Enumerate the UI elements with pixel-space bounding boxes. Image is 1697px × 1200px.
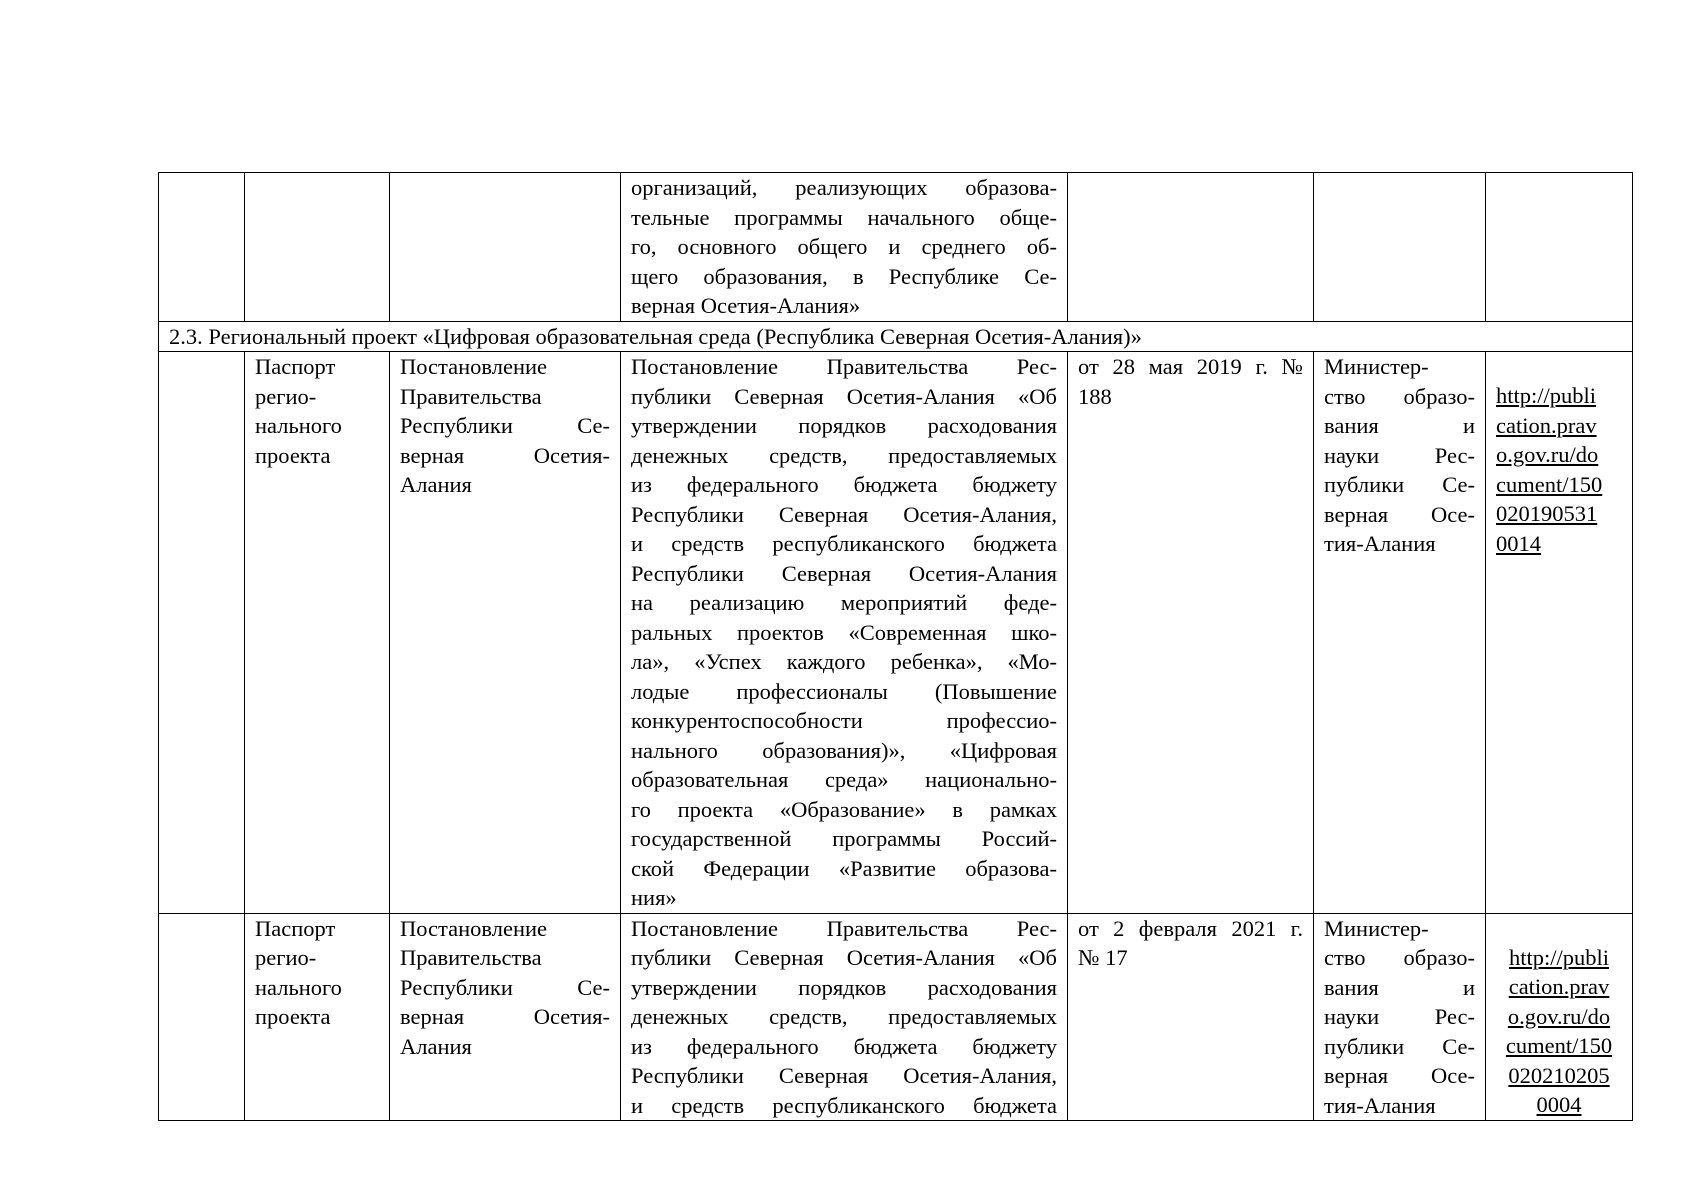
- cell-ministry: [1314, 913, 1486, 1121]
- doc-type-line: Паспорт: [255, 354, 336, 379]
- document-link[interactable]: 020210205: [1508, 1062, 1610, 1088]
- ministry-line: науки Рес-: [1324, 1004, 1475, 1029]
- document-link[interactable]: o.gov.ru/do: [1507, 1003, 1611, 1029]
- doc-type-line: нального: [255, 413, 342, 438]
- description-line: нального образования)», «Цифровая: [631, 737, 1057, 763]
- ministry-line: ство образо-: [1324, 383, 1475, 409]
- ministry-line: науки Рес-: [1324, 442, 1475, 468]
- description-line: публики Северная Осетия-Алания «Об: [631, 945, 1057, 970]
- ministry-line: ство образо-: [1324, 945, 1475, 970]
- cell-issuer: [390, 352, 621, 914]
- description-line: денежных средств, предоставляемых: [631, 1004, 1057, 1029]
- date-line: от 28 мая 2019 г. №: [1078, 354, 1303, 379]
- table-row: [159, 913, 1633, 1121]
- cell-link[interactable]: [1486, 352, 1633, 914]
- cell-number: [159, 352, 245, 914]
- issuer-line: Республики Се-: [400, 974, 610, 1000]
- ministry-line: Министер-: [1324, 915, 1429, 941]
- description-line: Постановление Правительства Рес-: [631, 354, 1057, 379]
- cell-number: [159, 173, 245, 322]
- document-link[interactable]: 0014: [1496, 530, 1541, 556]
- description-line: Республики Северная Осетия-Алания,: [631, 501, 1057, 527]
- description-line: лодые профессионалы (Повышение: [631, 678, 1057, 704]
- issuer-line: верная Осетия-: [400, 1004, 610, 1029]
- doc-type-line: Паспорт: [255, 915, 336, 941]
- ministry-line: верная Осе-: [1324, 501, 1475, 527]
- doc-type-line: проекта: [255, 442, 331, 468]
- description-line: организаций, реализующих образова-: [631, 175, 1057, 200]
- description-line: Постановление Правительства Рес-: [631, 915, 1057, 941]
- cell-doc-type: [245, 173, 390, 322]
- section-title: 2.3. Региональный проект «Цифровая образовательная среда (Республика Северная Осетия-Алания)»: [159, 321, 1633, 352]
- ministry-line: вания и: [1324, 974, 1475, 1000]
- description-line: ла», «Успех каждого ребенка», «Мо-: [631, 649, 1057, 674]
- document-link[interactable]: cation.prav: [1496, 412, 1597, 438]
- ministry-line: публики Се-: [1324, 1033, 1475, 1059]
- date-line: от 2 февраля 2021 г.: [1078, 915, 1303, 941]
- description-line: ской Федерации «Развитие образова-: [631, 855, 1057, 881]
- cell-link[interactable]: [1486, 913, 1633, 1121]
- issuer-line: Постановление: [400, 915, 548, 941]
- issuer-line: Республики Се-: [400, 413, 610, 438]
- description-line: ральных проектов «Современная шко-: [631, 619, 1057, 645]
- document-link[interactable]: http://publi: [1508, 944, 1609, 970]
- description-line: го, основного общего и среднего об-: [631, 234, 1057, 259]
- cell-issuer: [390, 173, 621, 322]
- cell-doc-type: [245, 913, 390, 1121]
- issuer-line: Постановление: [400, 354, 548, 379]
- doc-type-line: нального: [255, 974, 342, 1000]
- issuer-line: Алания: [400, 1033, 472, 1059]
- issuer-line: Правительства: [400, 945, 542, 970]
- description-line: тельные программы начального обще-: [631, 204, 1057, 230]
- cell-description: [621, 173, 1068, 322]
- document-link[interactable]: 0004: [1536, 1092, 1582, 1117]
- table-row: [159, 352, 1633, 914]
- cell-date: [1068, 913, 1314, 1121]
- cell-doc-type: [245, 352, 390, 914]
- description-line: ния»: [631, 885, 677, 910]
- issuer-line: Правительства: [400, 383, 542, 409]
- cell-ministry: [1314, 352, 1486, 914]
- description-line: образовательная среда» национально-: [631, 767, 1057, 792]
- description-line: щего образования, в Республике Се-: [631, 263, 1057, 289]
- doc-type-line: регио-: [255, 945, 317, 970]
- cell-description: [621, 913, 1068, 1121]
- document-link[interactable]: cument/150: [1496, 471, 1603, 497]
- description-line: из федерального бюджета бюджету: [631, 1033, 1057, 1059]
- document-link[interactable]: cument/150: [1505, 1033, 1613, 1058]
- cell-date: [1068, 352, 1314, 914]
- ministry-line: тия-Алания: [1324, 531, 1436, 556]
- description-line: утверждении порядков расходования: [631, 413, 1057, 438]
- ministry-line: вания и: [1324, 413, 1475, 438]
- description-line: денежных средств, предоставляемых: [631, 442, 1057, 468]
- cell-issuer: [390, 913, 621, 1121]
- description-line: на реализацию мероприятий феде-: [631, 590, 1057, 615]
- legal-acts-table: [158, 172, 1633, 1121]
- section-row: [159, 321, 1633, 352]
- description-line: Республики Северная Осетия-Алания,: [631, 1063, 1057, 1088]
- document-link[interactable]: http://publi: [1496, 383, 1597, 408]
- description-line: верная Осетия-Алания»: [631, 293, 861, 318]
- description-line: конкурентоспособности профессио-: [631, 708, 1057, 733]
- doc-type-line: проекта: [255, 1004, 331, 1029]
- description-line: публики Северная Осетия-Алания «Об: [631, 383, 1057, 409]
- issuer-line: Алания: [400, 472, 472, 497]
- document-link[interactable]: cation.prav: [1508, 974, 1610, 999]
- description-line: и средств республиканского бюджета: [631, 1092, 1057, 1118]
- document-link[interactable]: o.gov.ru/do: [1496, 442, 1599, 467]
- cell-number: [159, 913, 245, 1121]
- description-line: из федерального бюджета бюджету: [631, 472, 1057, 497]
- ministry-line: тия-Алания: [1324, 1092, 1436, 1118]
- document-link[interactable]: 020190531: [1496, 501, 1598, 526]
- description-line: и средств республиканского бюджета: [631, 531, 1057, 556]
- date-line: № 17: [1078, 945, 1128, 970]
- date-line: 188: [1078, 383, 1112, 409]
- description-line: Республики Северная Осетия-Алания: [631, 560, 1057, 586]
- ministry-line: верная Осе-: [1324, 1063, 1475, 1088]
- description-line: утверждении порядков расходования: [631, 974, 1057, 1000]
- cell-description: [621, 352, 1068, 914]
- ministry-line: публики Се-: [1324, 472, 1475, 497]
- description-line: го проекта «Образование» в рамках: [631, 796, 1057, 822]
- cell-ministry: [1314, 173, 1486, 322]
- ministry-line: Министер-: [1324, 354, 1429, 379]
- description-line: государственной программы Россий-: [631, 826, 1057, 851]
- table-row: [159, 173, 1633, 322]
- cell-date: [1068, 173, 1314, 322]
- issuer-line: верная Осетия-: [400, 442, 610, 468]
- doc-type-line: регио-: [255, 383, 317, 409]
- cell-link: [1486, 173, 1633, 322]
